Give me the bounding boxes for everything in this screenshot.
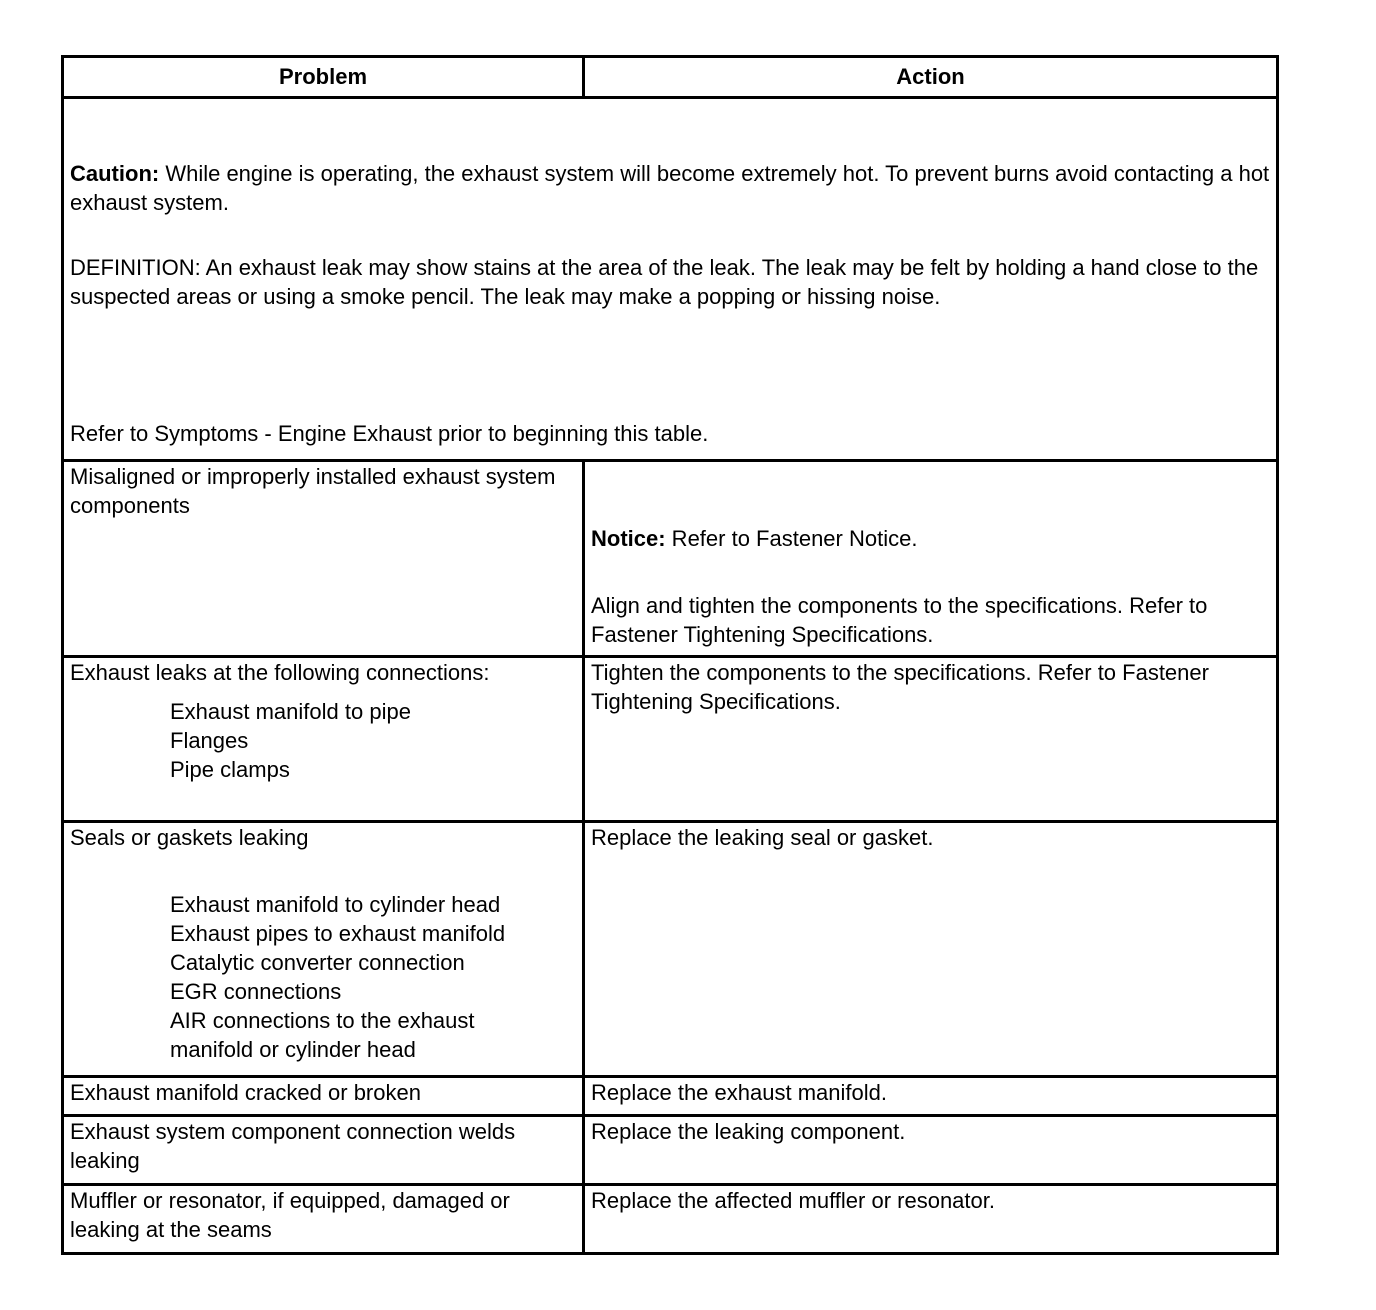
list-item: Flanges	[170, 728, 249, 753]
notice-paragraph	[591, 524, 1272, 553]
definition-paragraph: DEFINITION: An exhaust leak may show stains at the area of the leak. The leak may be felt by holding a hand close to the suspected areas or using a smoke pencil. The leak may make a popping or hissing noise.	[70, 254, 1259, 309]
problem-text: Exhaust manifold cracked or broken	[70, 1080, 421, 1106]
list-item: Exhaust pipes to exhaust manifold	[170, 921, 506, 947]
list-item: Exhaust manifold to pipe	[170, 699, 411, 724]
action-text: Replace the exhaust manifold.	[591, 1080, 887, 1106]
action-cell	[584, 461, 1278, 657]
action-cell	[584, 1077, 1278, 1116]
table-row	[63, 461, 1278, 657]
table-row	[63, 822, 1278, 1077]
header-action: Action	[584, 57, 1278, 98]
problem-cell	[63, 461, 584, 657]
seal-list	[70, 890, 578, 1064]
action-text: Replace the affected muffler or resonator.	[591, 1187, 995, 1213]
header-problem: Problem	[63, 57, 584, 98]
table-header-row	[63, 57, 1278, 98]
action-text: Align and tighten the components to the specifications. Refer to Fastener Tightening Specifications.	[591, 593, 1208, 648]
intro-cell	[63, 97, 1278, 460]
intro-row	[63, 97, 1278, 460]
problem-text: Misaligned or improperly installed exhaust system components	[70, 464, 556, 519]
action-text: Replace the leaking seal or gasket.	[591, 825, 934, 851]
table-row	[63, 657, 1278, 822]
troubleshooting-table	[61, 55, 1279, 1255]
action-text: Replace the leaking component.	[591, 1118, 906, 1144]
notice-text: Refer to Fastener Notice.	[665, 526, 918, 552]
action-cell	[584, 657, 1278, 822]
problem-cell	[63, 657, 584, 822]
table-row	[63, 1115, 1278, 1184]
action-cell	[584, 1115, 1278, 1184]
list-item: AIR connections to the exhaust manifold or cylinder head	[170, 1008, 475, 1063]
problem-cell	[63, 1184, 584, 1253]
list-item: Catalytic converter connection	[170, 950, 465, 976]
list-item: EGR connections	[170, 979, 342, 1005]
action-cell	[584, 822, 1278, 1077]
table-row	[63, 1077, 1278, 1116]
problem-cell	[63, 1115, 584, 1184]
action-cell	[584, 1184, 1278, 1253]
notice-label: Notice:	[591, 526, 666, 552]
refer-paragraph: Refer to Symptoms - Engine Exhaust prior to beginning this table.	[70, 420, 709, 446]
problem-text: Exhaust system component connection welds leaking	[70, 1118, 516, 1173]
problem-text: Muffler or resonator, if equipped, damaged or leaking at the seams	[70, 1187, 510, 1242]
table-row	[63, 1184, 1278, 1253]
caution-text: While engine is operating, the exhaust system will become extremely hot. To prevent burns avoid contacting a hot exhaust system.	[70, 160, 1270, 215]
problem-text: Seals or gaskets leaking	[70, 825, 309, 851]
problem-text: Exhaust leaks at the following connections:	[70, 660, 490, 685]
problem-cell	[63, 1077, 584, 1116]
caution-label: Caution:	[70, 160, 160, 186]
connection-list	[70, 697, 578, 784]
problem-cell	[63, 822, 584, 1077]
list-item: Exhaust manifold to cylinder head	[170, 892, 501, 918]
caution-paragraph	[70, 159, 1272, 217]
action-text: Tighten the components to the specifications. Refer to Fastener Tightening Specifications.	[591, 660, 1209, 714]
list-item: Pipe clamps	[170, 757, 290, 782]
